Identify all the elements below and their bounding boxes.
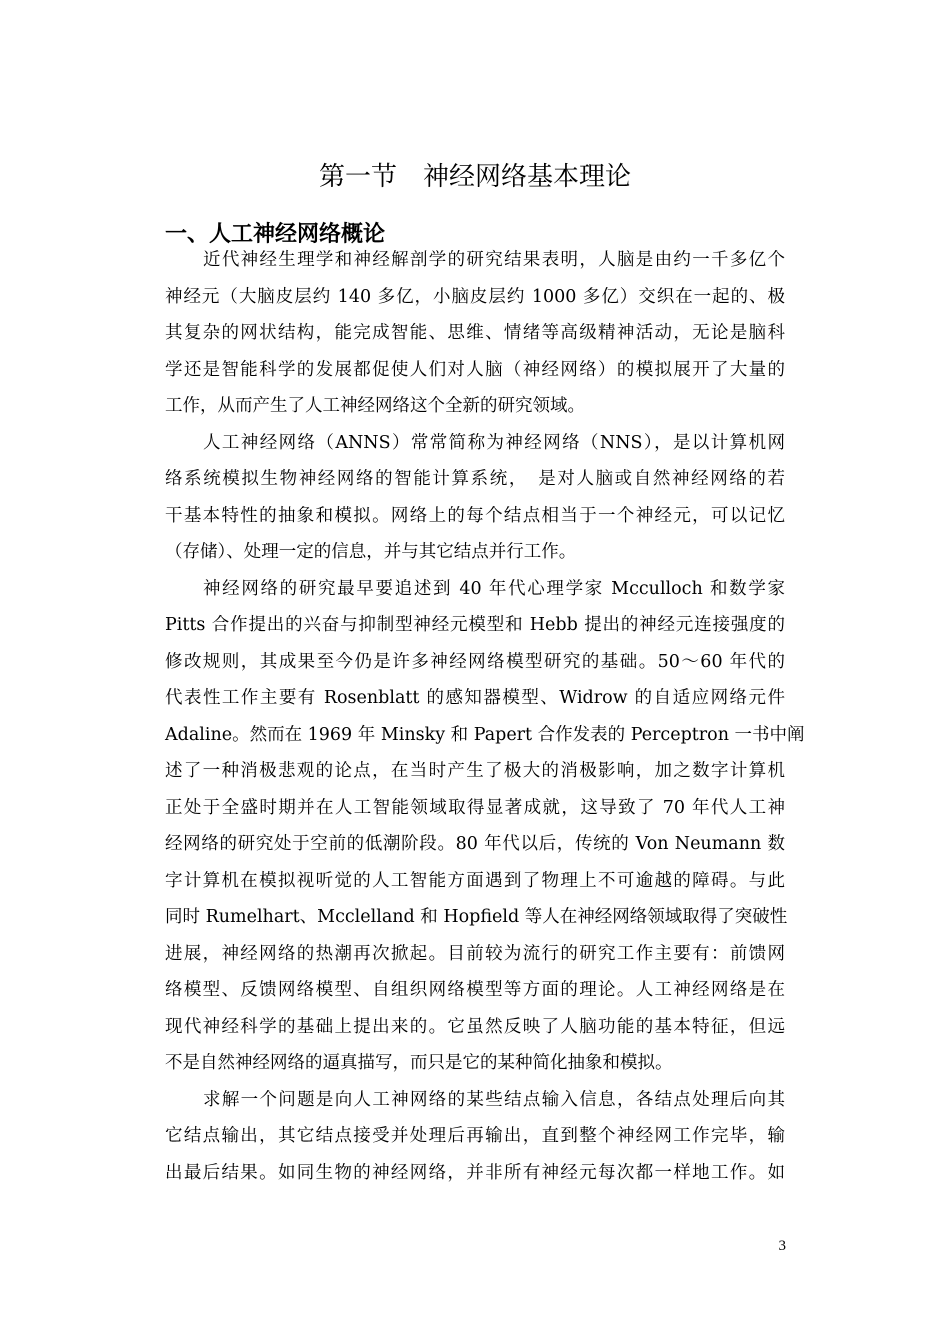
text-line: 人工神经网络（ANNS）常常简称为神经网络（NNS），是以计算机网: [203, 432, 785, 453]
text-line: 代表性工作主要有 Rosenblatt 的感知器模型、Widrow 的自适应网络元件: [165, 688, 785, 708]
paragraph-4: [165, 1082, 785, 1192]
text-line: （存储）、处理一定的信息，并与其它结点并行工作。: [165, 542, 577, 562]
text-line: 经网络的研究处于空前的低潮阶段。80 年代以后，传统的 Von Neumann 数: [165, 834, 785, 854]
text-line: 它结点输出，其它结点接受并处理后再输出，直到整个神经网工作完毕，输: [165, 1126, 785, 1146]
section-heading: 一、人工神经网络概论: [165, 222, 386, 248]
text-line: 络系统模拟生物神经网络的智能计算系统， 是对人脑或自然神经网络的若: [165, 469, 785, 489]
text-line: 学还是智能科学的发展都促使人们对人脑（神经网络）的模拟展开了大量的: [165, 359, 785, 380]
text-line: 神经网络的研究最早要追述到 40 年代心理学家 Mcculloch 和数学家: [203, 578, 785, 599]
text-line: 工作，从而产生了人工神经网络这个全新的研究领域。: [165, 396, 585, 416]
text-line: 出最后结果。如同生物的神经网络，并非所有神经元每次都一样地工作。如: [165, 1162, 785, 1183]
text-line: 干基本特性的抽象和模拟。网络上的每个结点相当于一个神经元，可以记忆: [165, 505, 785, 526]
text-line: 神经元（大脑皮层约 140 多亿，小脑皮层约 1000 多亿）交织在一起的、极: [165, 286, 785, 307]
text-line: 求解一个问题是向人工神网络的某些结点输入信息，各结点处理后向其: [203, 1089, 785, 1110]
text-line: 络模型、反馈网络模型、自组织网络模型等方面的理论。人工神经网络是在: [165, 980, 785, 1000]
paragraph-1: [165, 242, 785, 425]
text-line: 现代神经科学的基础上提出来的。它虽然反映了人脑功能的基本特征，但远: [165, 1016, 785, 1037]
text-line: 同时 Rumelhart、Mcclelland 和 Hopfield 等人在神经网络领域取得了突破性: [165, 907, 788, 927]
page-title: 第一节 神经网络基本理论: [318, 162, 631, 193]
text-line: 字计算机在模拟视听觉的人工智能方面遇到了物理上不可逾越的障碍。与此: [165, 870, 785, 891]
paragraph-3: [165, 571, 805, 1082]
text-line: 不是自然神经网络的逼真描写，而只是它的某种简化抽象和模拟。: [165, 1053, 673, 1073]
text-line: 述了一种消极悲观的论点，在当时产生了极大的消极影响，加之数字计算机: [165, 761, 785, 781]
body-text: [165, 242, 805, 1191]
text-line: 正处于全盛时期并在人工智能领域取得显著成就，这导致了 70 年代人工神: [165, 797, 785, 818]
text-line: 修改规则，其成果至今仍是许多神经网络模型研究的基础。50～60 年代的: [165, 651, 785, 672]
text-line: Adaline。然而在 1969 年 Minsky 和 Papert 合作发表的 Perceptron 一书中阐: [165, 724, 805, 745]
text-line: 近代神经生理学和神经解剖学的研究结果表明，人脑是由约一千多亿个: [203, 250, 785, 270]
text-line: Pitts 合作提出的兴奋与抑制型神经元模型和 Hebb 提出的神经元连接强度的: [165, 615, 785, 635]
text-line: 进展，神经网络的热潮再次掀起。目前较为流行的研究工作主要有：前馈网: [165, 943, 785, 964]
page-number: 3: [778, 1238, 786, 1254]
paragraph-2: [165, 425, 785, 571]
text-line: 其复杂的网状结构，能完成智能、思维、情绪等高级精神活动，无论是脑科: [165, 323, 785, 343]
